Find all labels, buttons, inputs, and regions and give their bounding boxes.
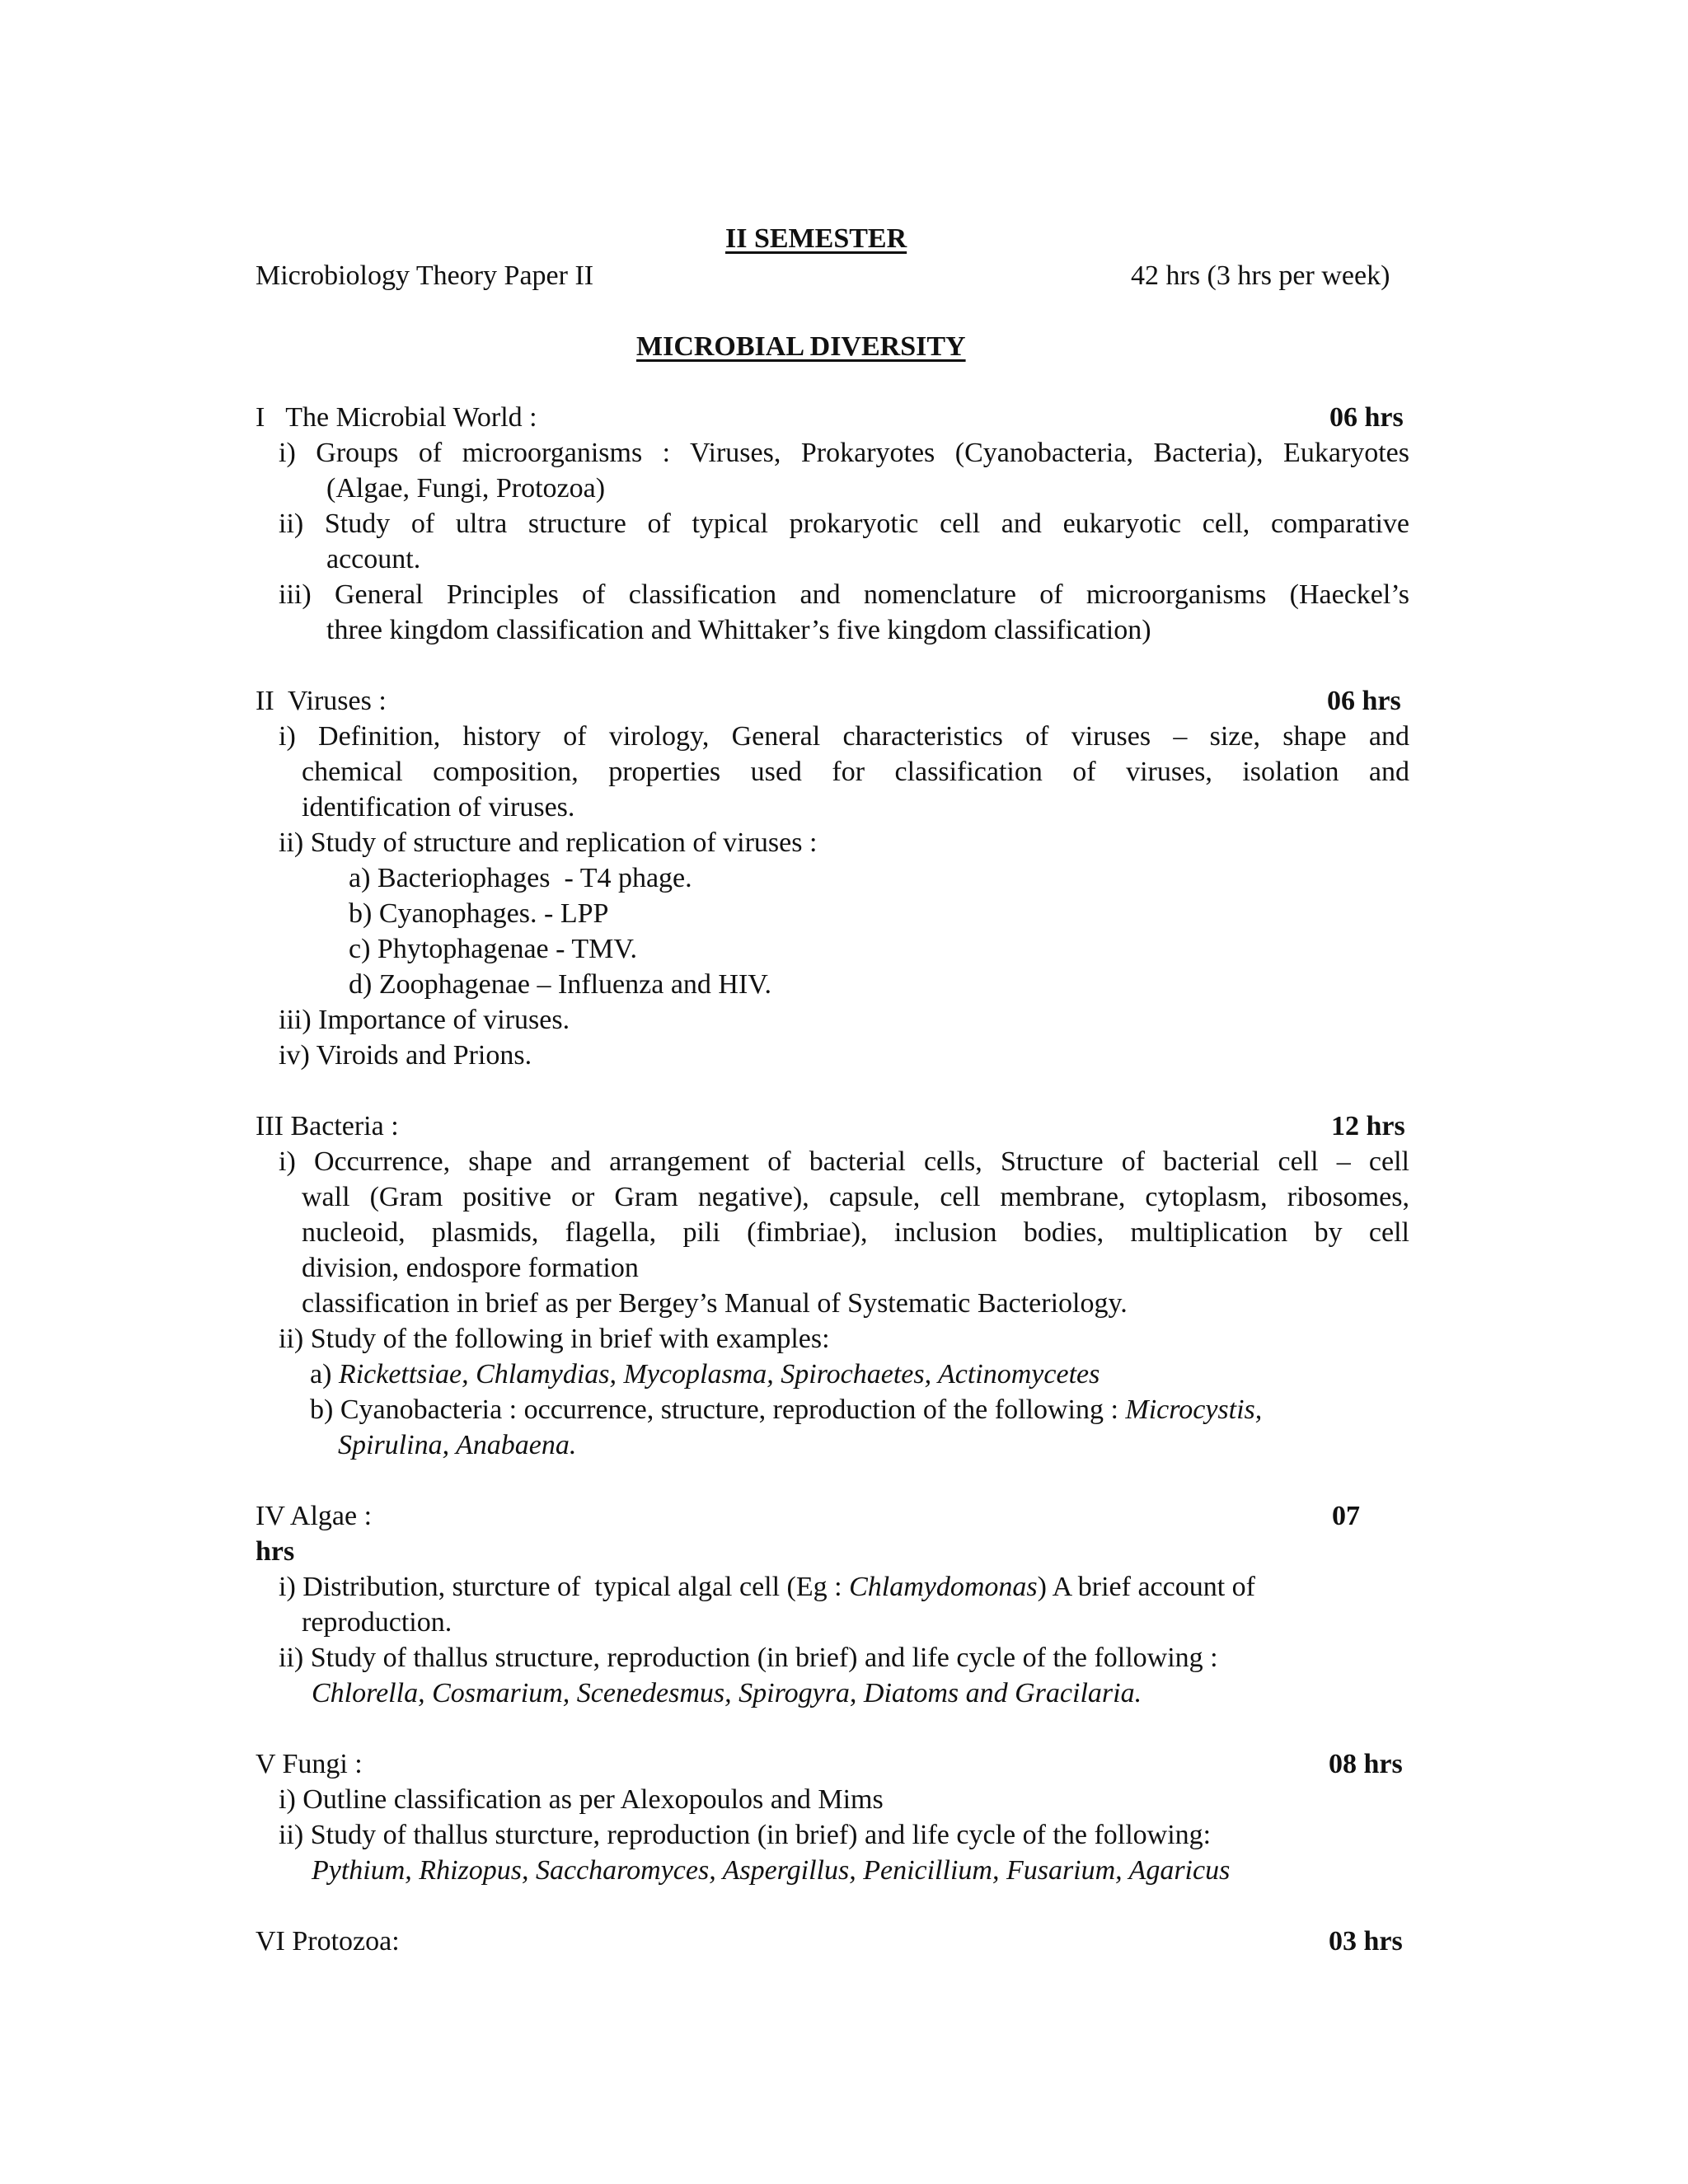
unit4-item-i-organism: Chlamydomonas xyxy=(849,1572,1038,1602)
unit3-item-ii: ii) Study of the following in brief with examples: xyxy=(279,1324,830,1354)
unit4-item-i-line1 xyxy=(279,1573,1255,1601)
unit4-heading: IV Algae : xyxy=(256,1501,373,1531)
unit6-heading: VI Protozoa: xyxy=(256,1926,400,1957)
unit4-hours-number: 07 xyxy=(1332,1501,1360,1531)
unit2-item-d: d) Zoophagenae – Influenza and HIV. xyxy=(349,969,771,1000)
unit3-item-b-line2: Spirulina, Anabaena. xyxy=(338,1430,577,1460)
semester-heading: II SEMESTER xyxy=(725,223,907,254)
unit3-item-i-line1: i) Occurrence, shape and arrangement of bacterial cells, Structure of bacterial cell – cell xyxy=(279,1146,1409,1177)
unit2-item-iv: iv) Viroids and Prions. xyxy=(279,1040,532,1071)
unit1-item-ii-line1: ii) Study of ultra structure of typical prokaryotic cell and eukaryotic cell, comparative xyxy=(279,509,1409,539)
unit4-item-i-suffix: ) A brief account of xyxy=(1037,1572,1256,1602)
unit2-item-ii: ii) Study of structure and replication of viruses : xyxy=(279,827,818,858)
unit3-item-i-line4: division, endospore formation xyxy=(302,1253,639,1283)
unit3-item-b-line1 xyxy=(310,1396,1262,1424)
unit3-item-a-organisms: Rickettsiae, Chlamydias, Mycoplasma, Spirochaetes, Actinomycetes xyxy=(338,1359,1100,1390)
unit2-item-iii: iii) Importance of viruses. xyxy=(279,1005,570,1035)
unit3-item-b-organisms1: Microcystis, xyxy=(1125,1394,1263,1425)
unit1-item-iii-line2: three kingdom classification and Whittaker’s five kingdom classification) xyxy=(326,615,1151,645)
unit2-item-b: b) Cyanophages. - LPP xyxy=(349,898,609,929)
unit2-item-i-line3: identification of viruses. xyxy=(302,792,575,823)
unit1-item-iii-line1: iii) General Principles of classification and nomenclature of microorganisms (Haeckel’s xyxy=(279,579,1409,610)
unit5-item-i: i) Outline classification as per Alexopoulos and Mims xyxy=(279,1784,884,1815)
unit5-item-ii: ii) Study of thallus sturcture, reproduction (in brief) and life cycle of the following: xyxy=(279,1820,1212,1850)
unit2-hours: 06 hrs xyxy=(1327,686,1401,716)
unit2-item-a: a) Bacteriophages - T4 phage. xyxy=(349,863,692,893)
unit6-hours: 03 hrs xyxy=(1329,1926,1403,1957)
paper-hours: 42 hrs (3 hrs per week) xyxy=(1131,260,1390,291)
unit2-item-c: c) Phytophagenae - TMV. xyxy=(349,934,638,964)
unit3-heading: III Bacteria : xyxy=(256,1111,399,1141)
unit3-item-a-prefix: a) xyxy=(310,1359,339,1390)
unit1-hours: 06 hrs xyxy=(1329,402,1404,433)
unit4-item-ii: ii) Study of thallus structure, reproduction (in brief) and life cycle of the following : xyxy=(279,1643,1218,1673)
unit5-heading: V Fungi : xyxy=(256,1749,363,1779)
unit2-item-i-line2: chemical composition, properties used for classification of viruses, isolation and xyxy=(302,757,1409,787)
unit2-heading: II Viruses : xyxy=(256,686,387,716)
unit5-item-ii-organisms: Pythium, Rhizopus, Saccharomyces, Aspergillus, Penicillium, Fusarium, Agaricus xyxy=(312,1855,1231,1886)
unit4-item-i-line2: reproduction. xyxy=(302,1607,452,1638)
page-title: MICROBIAL DIVERSITY xyxy=(636,331,966,362)
unit3-item-i-line5: classification in brief as per Bergey’s Manual of Systematic Bacteriology. xyxy=(302,1288,1128,1319)
unit3-hours: 12 hrs xyxy=(1331,1111,1405,1141)
unit5-hours: 08 hrs xyxy=(1329,1749,1403,1779)
unit4-hours-unit: hrs xyxy=(256,1536,295,1567)
unit1-item-ii-line2: account. xyxy=(326,544,421,574)
unit1-item-i-line1: i) Groups of microorganisms : Viruses, Prokaryotes (Cyanobacteria, Bacteria), Eukaryotes xyxy=(279,438,1409,468)
unit3-item-b-prefix: b) Cyanobacteria : occurrence, structure, reproduction of the following : xyxy=(310,1394,1126,1425)
unit4-item-ii-organisms: Chlorella, Cosmarium, Scenedesmus, Spirogyra, Diatoms and Gracilaria. xyxy=(312,1678,1142,1708)
unit3-item-a xyxy=(310,1361,1100,1389)
unit1-item-i-line2: (Algae, Fungi, Protozoa) xyxy=(326,473,606,504)
unit1-heading: I The Microbial World : xyxy=(256,402,537,433)
unit2-item-i-line1: i) Definition, history of virology, General characteristics of viruses – size, shape and xyxy=(279,721,1409,752)
unit4-item-i-prefix: i) Distribution, sturcture of typical algal cell (Eg : xyxy=(279,1572,850,1602)
paper-name: Microbiology Theory Paper II xyxy=(256,260,594,291)
unit3-item-i-line3: nucleoid, plasmids, flagella, pili (fimbriae), inclusion bodies, multiplication by cell xyxy=(302,1217,1409,1248)
unit3-item-i-line2: wall (Gram positive or Gram negative), capsule, cell membrane, cytoplasm, ribosomes, xyxy=(302,1182,1409,1212)
